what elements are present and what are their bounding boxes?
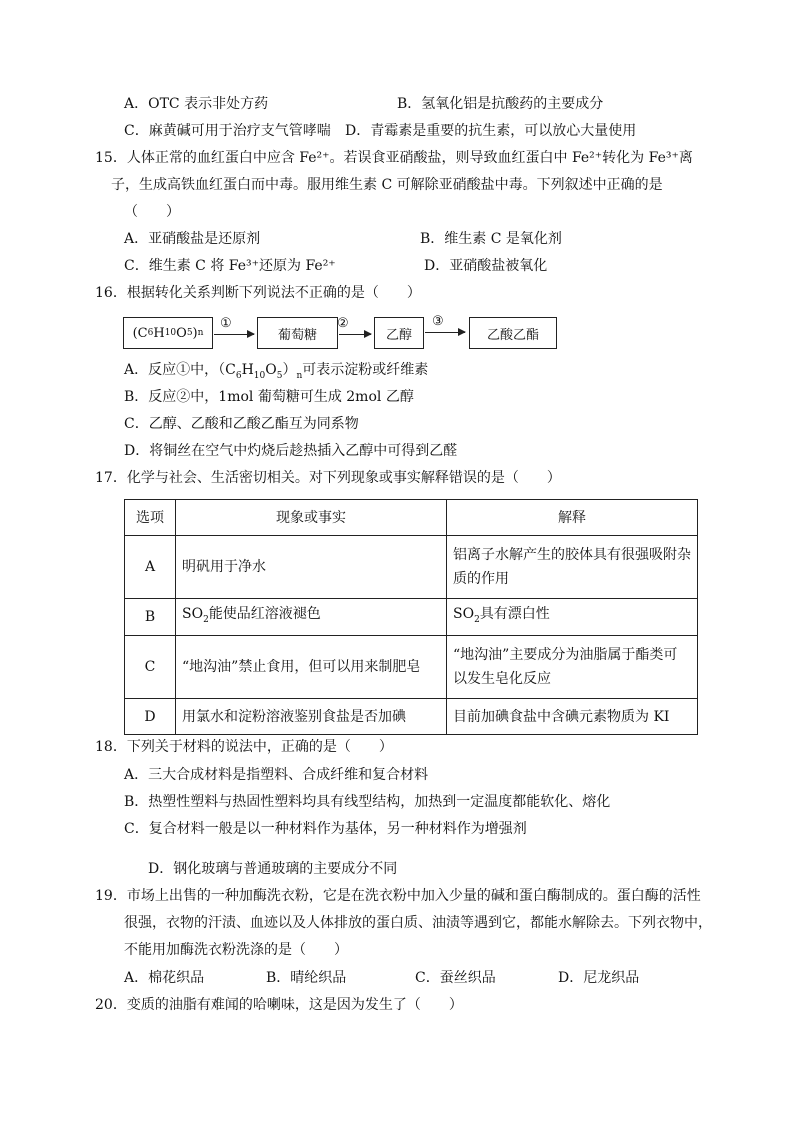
header-fact: 现象或事实 [176, 500, 447, 536]
header-option: 选项 [125, 500, 176, 536]
q17-stem: 17．化学与社会、生活密切相关。对下列现象或事实解释错误的是（ ） [95, 470, 561, 486]
q18-option-a: A．三大合成材料是指塑料、合成纤维和复合材料 [124, 767, 429, 783]
diagram-box-starch: (C 6 H 10 O 5 ) n [123, 317, 213, 349]
q19-option-d: D．尼龙织品 [558, 970, 640, 986]
q14-option-b: B．氢氧化铝是抗酸药的主要成分 [397, 96, 604, 112]
q15-answer-paren: （ ） [124, 204, 180, 220]
q19-stem-line2: 很强，衣物的汗渍、血迹以及人体排放的蛋白质、油渍等遇到它，都能水解除去。下列衣物中， [124, 915, 712, 931]
row-explanation: “地沟油”主要成分为油脂属于酯类可以发生皂化反应 [447, 636, 698, 699]
table-row [125, 699, 698, 735]
q15-stem-line1: 15．人体正常的血红蛋白中应含 Fe²⁺。若误食亚硝酸盐，则导致血红蛋白中 Fe²⁺转化为 Fe³⁺离 [95, 150, 693, 166]
row-fact: “地沟油”禁止食用，但可以用来制肥皂 [176, 636, 447, 699]
q19-stem-line3: 不能用加酶洗衣粉洗涤的是（ ） [124, 942, 348, 958]
diagram-step1-label: ① [220, 316, 232, 331]
q14-option-d: D．青霉素是重要的抗生素，可以放心大量使用 [345, 123, 637, 139]
table-header-row [125, 500, 698, 536]
diagram-box-glucose: 葡萄糖 [257, 317, 338, 349]
diagram-step3-label: ③ [432, 314, 444, 329]
q16-stem: 16．根据转化关系判断下列说法不正确的是（ ） [95, 285, 421, 301]
q18-option-c: C．复合材料一般是以一种材料作为基体，另一种材料作为增强剂 [124, 821, 527, 837]
q19-option-c: C．蚕丝织品 [415, 970, 496, 986]
q15-option-c: C．维生素 C 将 Fe³⁺还原为 Fe²⁺ [124, 258, 336, 274]
row-fact: 明矾用于净水 [176, 536, 447, 599]
q19-stem-line1: 19．市场上出售的一种加酶洗衣粉，它是在洗衣粉中加入少量的碱和蛋白酶制成的。蛋白酶的活性 [95, 888, 701, 904]
header-explanation: 解释 [447, 500, 698, 536]
table-row [125, 636, 698, 699]
q15-stem-line2: 子，生成高铁血红蛋白而中毒。服用维生素 C 可解除亚硝酸盐中毒。下列叙述中正确的是 [111, 177, 663, 193]
diagram-step2-label: ② [337, 316, 349, 331]
row-option: B [125, 599, 176, 636]
row-explanation: $SO_2$具有漂白性 [447, 599, 698, 636]
diagram-box-ethyl-acetate: 乙酸乙酯 [469, 317, 557, 349]
q15-option-a: A．亚硝酸盐是还原剂 [124, 231, 261, 247]
diagram-arrow-2 [339, 334, 371, 335]
row-fact: $SO_2$能使品红溶液褪色 [176, 599, 447, 636]
table-row [125, 536, 698, 599]
q15-option-d: D．亚硝酸盐被氧化 [424, 258, 548, 274]
table-row [125, 599, 698, 636]
q15-option-b: B．维生素 C 是氧化剂 [420, 231, 562, 247]
row-fact: 用氯水和淀粉溶液鉴别食盐是否加碘 [176, 699, 447, 735]
q16-option-a: A．反应①中，$(C_6H_{10}O_5)_n$可表示淀粉或纤维素 [124, 362, 429, 381]
row-option: A [125, 536, 176, 599]
row-option: C [125, 636, 176, 699]
q16-option-b: B．反应②中，1mol 葡萄糖可生成 2mol 乙醇 [124, 389, 414, 405]
q14-option-a: A．OTC 表示非处方药 [124, 96, 269, 112]
q18-option-d: D．钢化玻璃与普通玻璃的主要成分不同 [148, 861, 398, 877]
q19-option-b: B．晴纶织品 [266, 970, 347, 986]
q17-table [124, 499, 698, 735]
q14-option-c: C．麻黄碱可用于治疗支气管哮喘 [124, 123, 331, 139]
q19-option-a: A．棉花织品 [124, 970, 205, 986]
diagram-arrow-1 [214, 334, 254, 335]
row-explanation: 铝离子水解产生的胶体具有很强吸附杂质的作用 [447, 536, 698, 599]
q18-option-b: B．热塑性塑料与热固性塑料均具有线型结构，加热到一定温度都能软化、熔化 [124, 794, 611, 810]
row-option: D [125, 699, 176, 735]
q20-stem: 20．变质的油脂有难闻的哈喇味，这是因为发生了（ ） [95, 997, 463, 1013]
row-explanation: 目前加碘食盐中含碘元素物质为 KI [447, 699, 698, 735]
q18-stem: 18．下列关于材料的说法中，正确的是（ ） [95, 739, 393, 755]
diagram-box-ethanol: 乙醇 [374, 317, 424, 349]
diagram-arrow-3 [425, 332, 465, 333]
q16-option-c: C．乙醇、乙酸和乙酸乙酯互为同系物 [124, 416, 359, 432]
q16-option-d: D．将铜丝在空气中灼烧后趁热插入乙醇中可得到乙醛 [124, 443, 458, 459]
